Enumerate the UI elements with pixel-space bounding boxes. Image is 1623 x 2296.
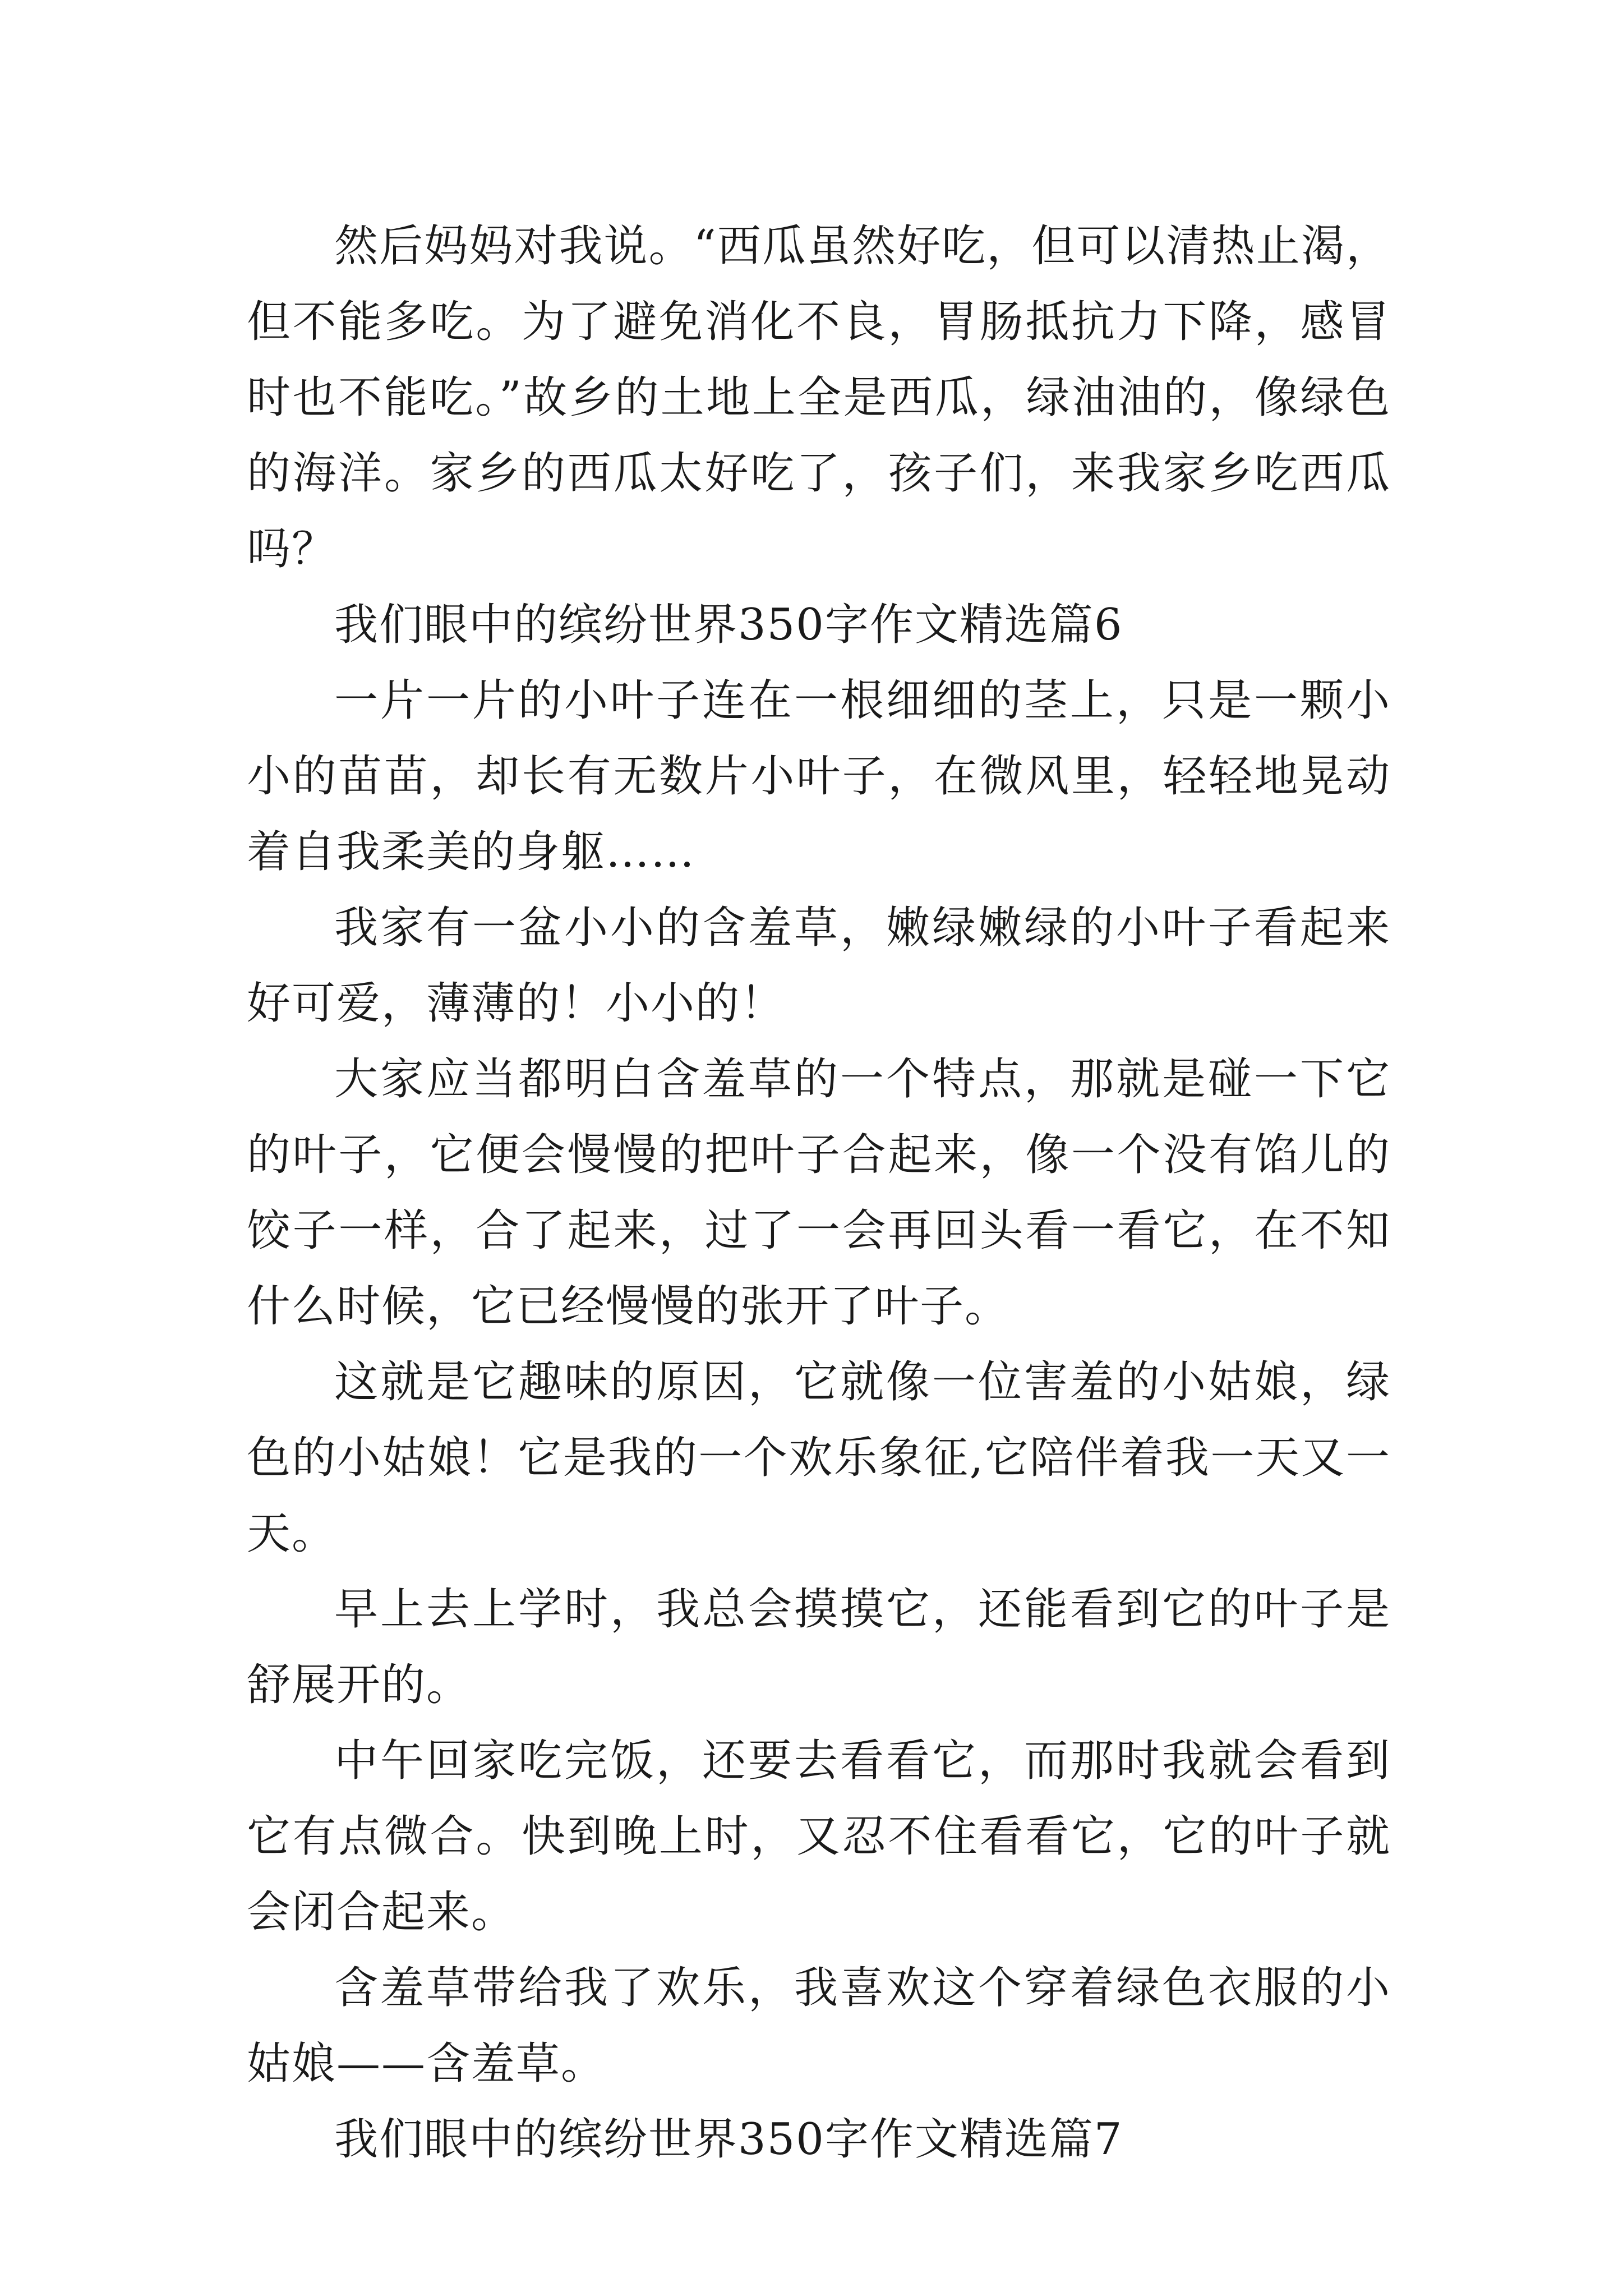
paragraph: 然后妈妈对我说。“西瓜虽然好吃，但可以清热止渴，但不能多吃。为了避免消化不良，胃肠抵抗力下降，感冒时也不能吃。”故乡的土地上全是西瓜，绿油油的，像绿色的海洋。家乡的西瓜太好吃了，孩子们，来我家乡吃西瓜吗？ [247, 221, 1391, 574]
paragraph: 我家有一盆小小的含羞草，嫩绿嫩绿的小叶子看起来好可爱，薄薄的！小小的！ [247, 903, 1391, 1029]
paragraph: 这就是它趣味的原因，它就像一位害羞的小姑娘，绿色的小姑娘！它是我的一个欢乐象征,它陪伴着我一天又一天。 [247, 1357, 1391, 1559]
section-heading: 我们眼中的缤纷世界350字作文精选篇7 [334, 2114, 1123, 2165]
paragraph: 中午回家吃完饭，还要去看看它，而那时我就会看到它有点微合。快到晚上时，又忍不住看看它，它的叶子就会闭合起来。 [247, 1736, 1391, 1938]
paragraph: 大家应当都明白含羞草的一个特点，那就是碰一下它的叶子，它便会慢慢的把叶子合起来，像一个没有馅儿的饺子一样，合了起来，过了一会再回头看一看它，在不知什么时候，它已经慢慢的张开了叶子。 [247, 1054, 1391, 1332]
section-heading: 我们眼中的缤纷世界350字作文精选篇6 [334, 600, 1123, 650]
document-body [247, 209, 1391, 2178]
paragraph: 含羞草带给我了欢乐，我喜欢这个穿着绿色衣服的小姑娘——含羞草。 [247, 1963, 1391, 2089]
paragraph: 一片一片的小叶子连在一根细细的茎上，只是一颗小小的苗苗，却长有无数片小叶子，在微风里，轻轻地晃动着自我柔美的身躯…… [247, 675, 1391, 877]
paragraph: 早上去上学时，我总会摸摸它，还能看到它的叶子是舒展开的。 [247, 1584, 1391, 1710]
